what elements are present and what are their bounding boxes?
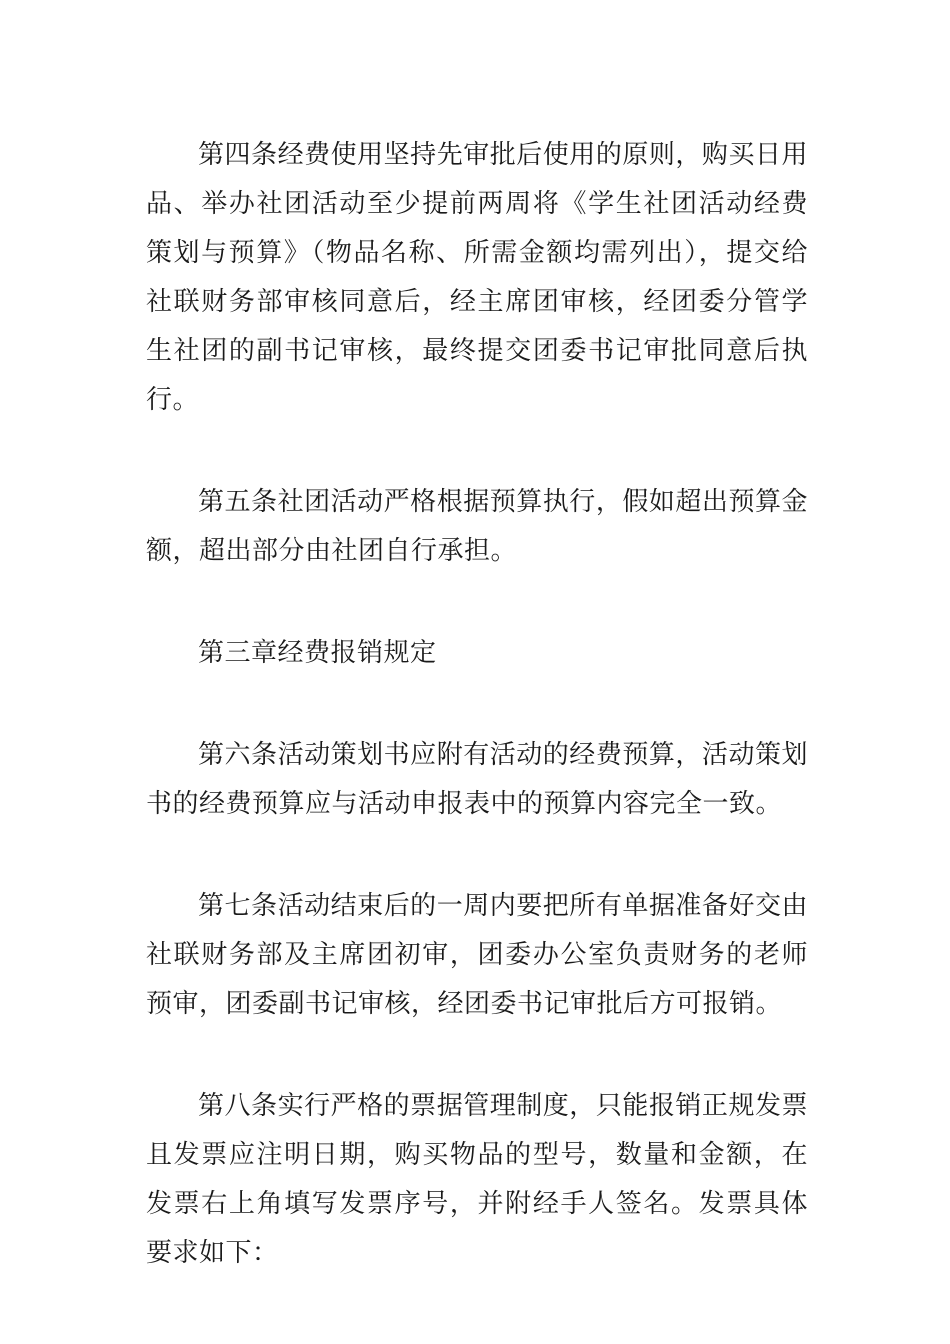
article-6-paragraph: 第六条活动策划书应附有活动的经费预算，活动策划书的经费预算应与活动申报表中的预算内容完全一致。: [146, 740, 808, 819]
article-8-paragraph: 第八条实行严格的票据管理制度，只能报销正规发票且发票应注明日期，购买物品的型号，数量和金额，在发票右上角填写发票序号，并附经手人签名。发票具体要求如下：: [146, 1091, 808, 1268]
article-7-paragraph: 第七条活动结束后的一周内要把所有单据准备好交由社联财务部及主席团初审，团委办公室负责财务的老师预审，团委副书记审核，经团委书记审批后方可报销。: [146, 891, 808, 1019]
article-5-paragraph: 第五条社团活动严格根据预算执行，假如超出预算金额，超出部分由社团自行承担。: [146, 487, 808, 566]
chapter-3-heading: 第三章经费报销规定: [198, 638, 437, 668]
article-4-paragraph: 第四条经费使用坚持先审批后使用的原则，购买日用品、举办社团活动至少提前两周将《学生社团活动经费策划与预算》（物品名称、所需金额均需列出），提交给社联财务部审核同意后，经主席团审核，经团委分管学生社团的副书记审核，最终提交团委书记审批同意后执行。: [146, 140, 808, 415]
document-body: [146, 131, 808, 1331]
